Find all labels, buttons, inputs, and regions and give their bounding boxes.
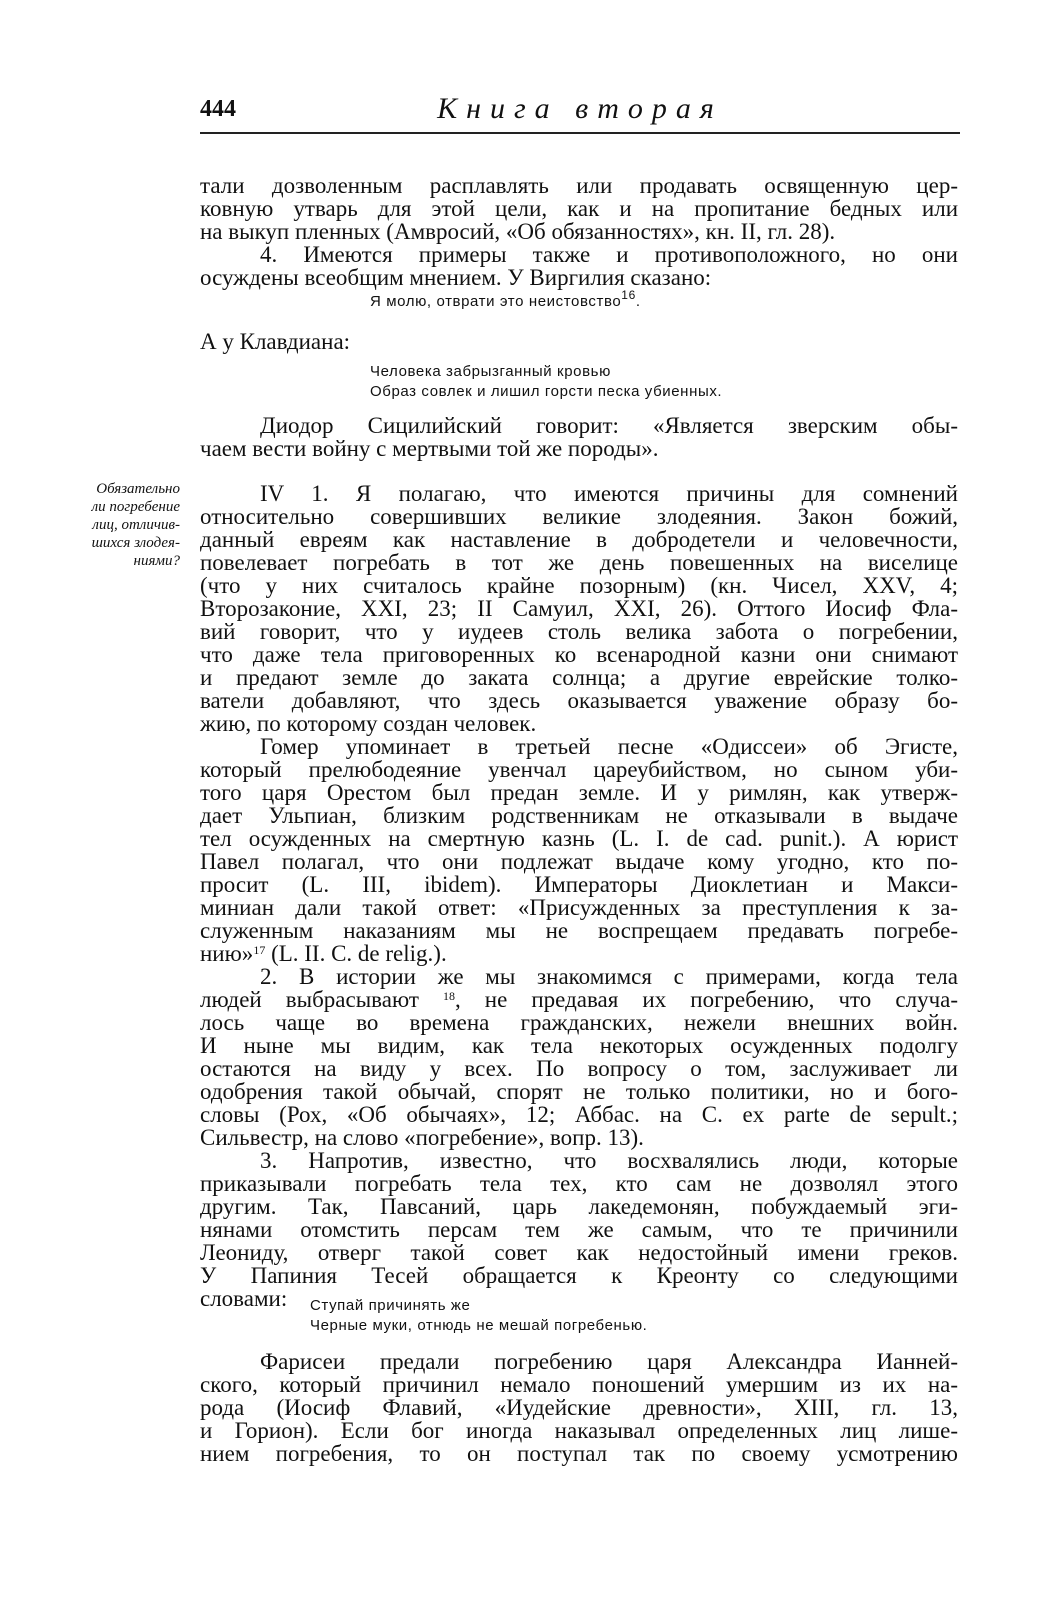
intro-claudian (200, 330, 958, 353)
verse-papinius (310, 1296, 647, 1336)
text-line: ского, который причинил немало поношений умершим из их на- (200, 1372, 958, 1397)
text-line: вий говорит, что у иудеев столь велика забота о погребении, (200, 619, 958, 644)
running-title: Книга вторая (437, 92, 723, 125)
text-line: IV 1. Я полагаю, что имеются причины для сомнений (260, 481, 958, 506)
text-line: ватели добавляют, что здесь оказывается уважение образу бо- (200, 688, 958, 713)
page-header (200, 92, 960, 134)
text-line: просит (L. III, ibidem). Императоры Диоклетиан и Макси- (200, 872, 958, 897)
margin-note (50, 480, 180, 570)
footnote-ref: 18 (442, 989, 455, 1003)
text-line: относительно совершивших великие злодеяния. Закон божий, (200, 504, 958, 529)
paragraph-block-3 (200, 482, 958, 1310)
text-line: приказывали погребать тела тех, кто сам не дозволял этого (200, 1171, 958, 1196)
margin-note-line: ли погребение (91, 499, 180, 515)
text-line: тел осужденных на смертную казнь (L. I. de cad. punit.). А юрист (200, 826, 958, 851)
text-line: А у Клавдиана: (200, 329, 351, 354)
text-line: остаются на виду у всех. По вопросу о том, заслуживает ли (200, 1056, 958, 1081)
text-line: осуждены всеобщим мнением. У Виргилия сказано: (200, 265, 712, 290)
text-line: 2. В истории же мы знакомимся с примерами, когда тела (260, 964, 958, 989)
text-line: У Папиния Тесей обращается к Креонту со следующими (200, 1263, 958, 1288)
verse-line: Черные муки, отнюдь не мешай погребенью. (310, 1317, 648, 1334)
verse-virgil (370, 288, 641, 312)
text-line: нию»$^{17}$ (L. II. C. de relig.). (200, 941, 447, 966)
text-line: того царя Орестом был предан земле. И у римлян, как утверж- (200, 780, 958, 805)
text-line: на выкуп пленных (Амвросий, «Об обязанностях», кн. II, гл. 28). (200, 219, 836, 244)
text-line: что даже тела приговоренных ко всенародной казни они снимают (200, 642, 958, 667)
text-line: Второзаконие, XXI, 23; II Самуил, XXI, 26). Оттого Иосиф Фла- (200, 596, 958, 621)
text-line: который прелюбодеяние увенчал цареубийством, но сыном уби- (200, 757, 958, 782)
margin-note-line: лиц, отличив- (92, 517, 180, 533)
verse-line: Я молю, отврати это неистовство$^{16}$. (370, 288, 641, 310)
text-line: нянами отомстить персам тем же самым, что те причинили (200, 1217, 958, 1242)
text-line: служенным наказаниям мы не воспрещаем предавать погребе- (200, 918, 958, 943)
paragraph-block-1 (200, 174, 958, 289)
text-line: повелевает погребать в тот же день повешенных на виселице (200, 550, 958, 575)
paragraph-block-4 (200, 1350, 958, 1465)
text-line: 4. Имеются примеры также и противоположного, но они (260, 242, 958, 267)
text-line: словами: (200, 1286, 288, 1311)
text-line: Диодор Сицилийский говорит: «Является зверским обы- (260, 413, 958, 438)
verse-line: Человека забрызганный кровью (370, 363, 611, 380)
footnote-ref: 17 (253, 943, 266, 957)
verse-line: Ступай причинять же (310, 1297, 471, 1314)
text-line: и Горион). Если бог иногда наказывал определенных лиц лише- (200, 1418, 958, 1443)
text-line: лось чаще во времена гражданских, нежели внешних войн. (200, 1010, 958, 1035)
text-line: Фарисеи предали погребению царя Александра Ианней- (260, 1349, 958, 1374)
text-line: Сильвестр, на слово «погребение», вопр. 13). (200, 1125, 644, 1150)
paragraph-block-2 (200, 414, 958, 460)
text-line: другим. Так, Павсаний, царь лакедемонян, побуждаемый эги- (200, 1194, 958, 1219)
text-line: словы (Рох, «Об обычаях», 12; Аббас. на C. ex parte de sepult.; (200, 1102, 958, 1127)
text-line: миниан дали такой ответ: «Присужденных за преступления к за- (200, 895, 958, 920)
text-line: нием погребения, то он поступал так по своему усмотрению (200, 1441, 958, 1466)
text-line: ковную утварь для этой цели, как и на пропитание бедных или (200, 196, 958, 221)
text-line: и предают земле до заката солнца; а другие еврейские толко- (200, 665, 958, 690)
text-line: 3. Напротив, известно, что восхвалялись люди, которые (260, 1148, 958, 1173)
text-line: (что у них считалось крайне позорным) (кн. Чисел, XXV, 4; (200, 573, 958, 598)
text-line: дает Ульпиан, близким родственникам не отказывали в выдаче (200, 803, 958, 828)
text-line: одобрения такой обычай, спорят не только политики, но и бого- (200, 1079, 958, 1104)
text-line: жию, по которому создан человек. (200, 711, 537, 736)
text-line: Леониду, отверг такой совет как недостойный имени греков. (200, 1240, 958, 1265)
margin-note-line: Обязательно (96, 481, 180, 497)
margin-note-line: ниями? (133, 553, 180, 569)
verse-line: Образ совлек и лишил горсти песка убиенных. (370, 383, 723, 400)
text-line: И ныне мы видим, как тела некоторых осужденных подолгу (200, 1033, 958, 1058)
text-line: чаем вести войну с мертвыми той же породы». (200, 436, 659, 461)
page-number: 444 (200, 96, 236, 122)
text-line: людей выбрасывают $^{18}$, не предавая их погребению, что случа- (200, 987, 958, 1012)
text-line: рода (Иосиф Флавий, «Иудейские древности», XIII, гл. 13, (200, 1395, 958, 1420)
text-line: Гомер упоминает в третьей песне «Одиссеи» об Эгисте, (260, 734, 958, 759)
text-line: данный евреям как наставление в добродетели и человечности, (200, 527, 958, 552)
margin-note-line: шихся злодея- (91, 535, 180, 551)
text-line: тали дозволенным расплавлять или продавать освященную цер- (200, 173, 958, 198)
footnote-ref: 16 (621, 288, 636, 302)
text-line: Павел полагал, что они подлежат выдаче кому угодно, кто по- (200, 849, 958, 874)
verse-claudian (370, 362, 722, 402)
